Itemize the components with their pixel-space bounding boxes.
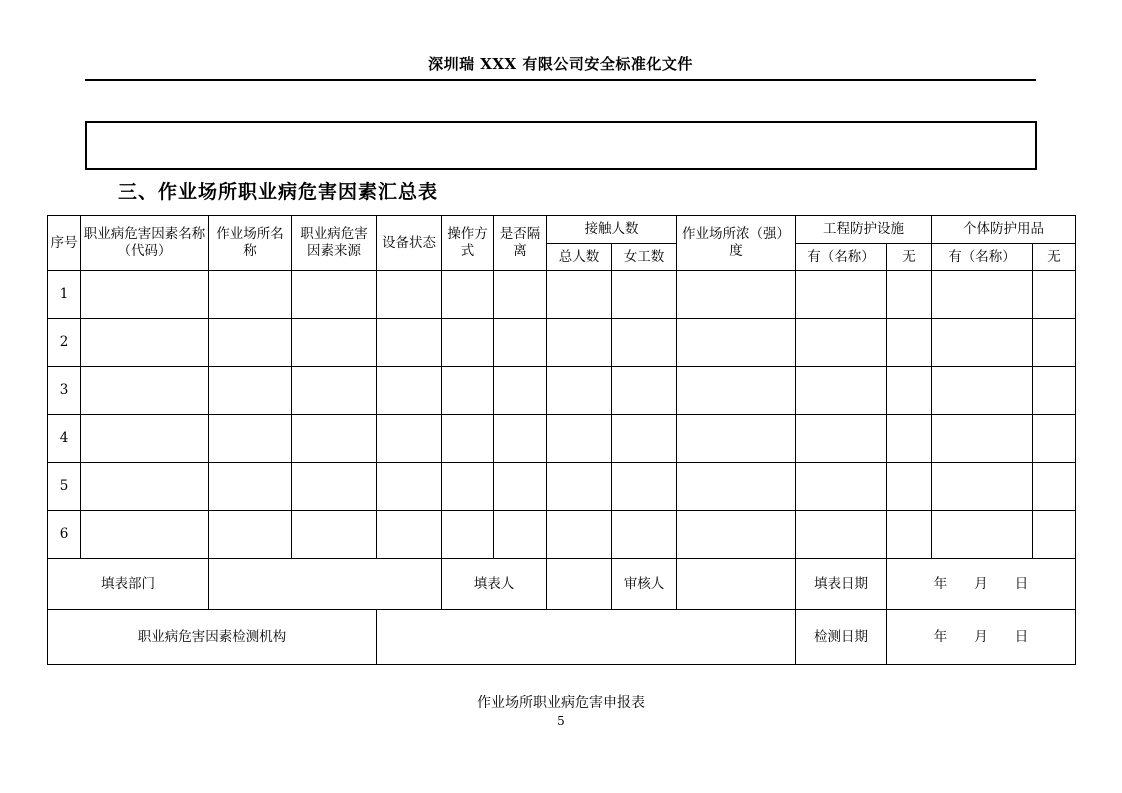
col-header-isolated: 是否隔离 (494, 216, 547, 271)
hazard-summary-table (47, 215, 1076, 665)
cell-equipment-status[interactable] (377, 511, 442, 559)
col-header-exposed-female: 女工数 (612, 244, 677, 271)
cell-engineering-none[interactable] (887, 463, 932, 511)
cell-ppe-none[interactable] (1033, 463, 1076, 511)
cell-engineering-none[interactable] (887, 415, 932, 463)
table-row (48, 415, 1076, 463)
col-header-workplace-name: 作业场所名称 (209, 216, 292, 271)
cell-factor-name[interactable] (81, 511, 209, 559)
label-preparer: 填表人 (442, 559, 547, 610)
cell-equipment-status[interactable] (377, 271, 442, 319)
cell-factor-name[interactable] (81, 463, 209, 511)
label-test-date: 检测日期 (796, 610, 887, 665)
cell-concentration[interactable] (677, 511, 796, 559)
cell-exposed-total[interactable] (547, 271, 612, 319)
col-header-seq: 序号 (48, 216, 81, 271)
col-header-ppe-none: 无 (1033, 244, 1076, 271)
cell-equipment-status[interactable] (377, 367, 442, 415)
cell-exposed-female[interactable] (612, 415, 677, 463)
cell-ppe-has[interactable] (932, 463, 1033, 511)
form-meta-row-1 (48, 559, 1076, 610)
cell-isolated[interactable] (494, 415, 547, 463)
col-header-factor-name: 职业病危害因素名称（代码） (81, 216, 209, 271)
cell-engineering-has[interactable] (796, 367, 887, 415)
cell-factor-source[interactable] (292, 367, 377, 415)
running-header-text: 深圳瑞 XXX 有限公司安全标准化文件 (428, 55, 693, 73)
cell-ppe-none[interactable] (1033, 319, 1076, 367)
cell-ppe-has[interactable] (932, 511, 1033, 559)
cell-isolated[interactable] (494, 463, 547, 511)
cell-isolated[interactable] (494, 271, 547, 319)
col-header-exposed-total: 总人数 (547, 244, 612, 271)
page-footer-text: 作业场所职业病危害申报表 (477, 695, 645, 711)
cell-ppe-none[interactable] (1033, 511, 1076, 559)
cell-engineering-has[interactable] (796, 511, 887, 559)
cell-ppe-has[interactable] (932, 271, 1033, 319)
cell-isolated[interactable] (494, 511, 547, 559)
table-row (48, 319, 1076, 367)
cell-ppe-none[interactable] (1033, 271, 1076, 319)
cell-engineering-has[interactable] (796, 463, 887, 511)
cell-concentration[interactable] (677, 367, 796, 415)
cell-seq: 4 (48, 415, 81, 463)
field-testing-agency[interactable] (377, 610, 796, 665)
cell-engineering-has[interactable] (796, 271, 887, 319)
cell-exposed-female[interactable] (612, 271, 677, 319)
page-footer (0, 693, 1122, 730)
cell-exposed-total[interactable] (547, 319, 612, 367)
label-reviewer: 审核人 (612, 559, 677, 610)
field-fill-date[interactable]: 年 月 日 (887, 559, 1076, 610)
cell-exposed-total[interactable] (547, 415, 612, 463)
cell-factor-name[interactable] (81, 415, 209, 463)
field-reviewer[interactable] (677, 559, 796, 610)
col-header-ppe: 个体防护用品 (932, 216, 1076, 244)
table-row (48, 463, 1076, 511)
cell-exposed-total[interactable] (547, 367, 612, 415)
cell-exposed-female[interactable] (612, 367, 677, 415)
cell-engineering-has[interactable] (796, 319, 887, 367)
cell-engineering-none[interactable] (887, 271, 932, 319)
col-header-engineering-protection: 工程防护设施 (796, 216, 932, 244)
cell-ppe-none[interactable] (1033, 367, 1076, 415)
form-meta-row-2 (48, 610, 1076, 665)
cell-equipment-status[interactable] (377, 463, 442, 511)
field-test-date[interactable]: 年 月 日 (887, 610, 1076, 665)
cell-workplace-name[interactable] (209, 367, 292, 415)
cell-ppe-has[interactable] (932, 415, 1033, 463)
cell-workplace-name[interactable] (209, 511, 292, 559)
cell-ppe-none[interactable] (1033, 415, 1076, 463)
cell-factor-name[interactable] (81, 271, 209, 319)
cell-isolated[interactable] (494, 367, 547, 415)
cell-isolated[interactable] (494, 319, 547, 367)
cell-concentration[interactable] (677, 319, 796, 367)
cell-exposed-female[interactable] (612, 319, 677, 367)
col-header-concentration: 作业场所浓（强）度 (677, 216, 796, 271)
label-fill-date: 填表日期 (796, 559, 887, 610)
cell-seq: 1 (48, 271, 81, 319)
table-row (48, 367, 1076, 415)
cell-exposed-female[interactable] (612, 463, 677, 511)
cell-workplace-name[interactable] (209, 463, 292, 511)
hazard-summary-table-wrapper (47, 215, 1075, 665)
cell-factor-source[interactable] (292, 415, 377, 463)
cell-seq: 3 (48, 367, 81, 415)
cell-concentration[interactable] (677, 415, 796, 463)
cell-operation-mode[interactable] (442, 463, 494, 511)
running-header (85, 54, 1036, 74)
cell-factor-name[interactable] (81, 319, 209, 367)
col-header-operation-mode: 操作方式 (442, 216, 494, 271)
cell-engineering-none[interactable] (887, 367, 932, 415)
cell-operation-mode[interactable] (442, 415, 494, 463)
cell-exposed-female[interactable] (612, 511, 677, 559)
table-row (48, 511, 1076, 559)
cell-ppe-has[interactable] (932, 319, 1033, 367)
cell-factor-source[interactable] (292, 271, 377, 319)
cell-exposed-total[interactable] (547, 463, 612, 511)
cell-engineering-none[interactable] (887, 511, 932, 559)
cell-exposed-total[interactable] (547, 511, 612, 559)
cell-operation-mode[interactable] (442, 271, 494, 319)
col-header-factor-source: 职业病危害因素来源 (292, 216, 377, 271)
label-testing-agency: 职业病危害因素检测机构 (48, 610, 377, 665)
cell-operation-mode[interactable] (442, 367, 494, 415)
col-header-exposed-persons: 接触人数 (547, 216, 677, 244)
cell-factor-source[interactable] (292, 463, 377, 511)
cell-operation-mode[interactable] (442, 511, 494, 559)
col-header-ppe-has: 有（名称） (932, 244, 1033, 271)
table-row (48, 271, 1076, 319)
cell-factor-name[interactable] (81, 367, 209, 415)
cell-engineering-has[interactable] (796, 415, 887, 463)
cell-equipment-status[interactable] (377, 415, 442, 463)
col-header-engineering-none: 无 (887, 244, 932, 271)
cell-factor-source[interactable] (292, 511, 377, 559)
cell-concentration[interactable] (677, 271, 796, 319)
cell-workplace-name[interactable] (209, 415, 292, 463)
cell-concentration[interactable] (677, 463, 796, 511)
cell-engineering-none[interactable] (887, 319, 932, 367)
cell-equipment-status[interactable] (377, 319, 442, 367)
cell-workplace-name[interactable] (209, 319, 292, 367)
cell-seq: 5 (48, 463, 81, 511)
col-header-equipment-status: 设备状态 (377, 216, 442, 271)
label-prepared-by-dept: 填表部门 (48, 559, 209, 610)
cell-seq: 2 (48, 319, 81, 367)
field-preparer[interactable] (547, 559, 612, 610)
field-prepared-by-dept[interactable] (209, 559, 442, 610)
cell-ppe-has[interactable] (932, 367, 1033, 415)
header-divider (85, 79, 1036, 81)
col-header-engineering-has: 有（名称） (796, 244, 887, 271)
table-header-row-1 (48, 216, 1076, 244)
empty-framed-box (85, 121, 1037, 170)
page-number: 5 (557, 714, 565, 728)
section-title: 三、作业场所职业病危害因素汇总表 (118, 181, 439, 203)
cell-factor-source[interactable] (292, 319, 377, 367)
cell-seq: 6 (48, 511, 81, 559)
cell-operation-mode[interactable] (442, 319, 494, 367)
cell-workplace-name[interactable] (209, 271, 292, 319)
